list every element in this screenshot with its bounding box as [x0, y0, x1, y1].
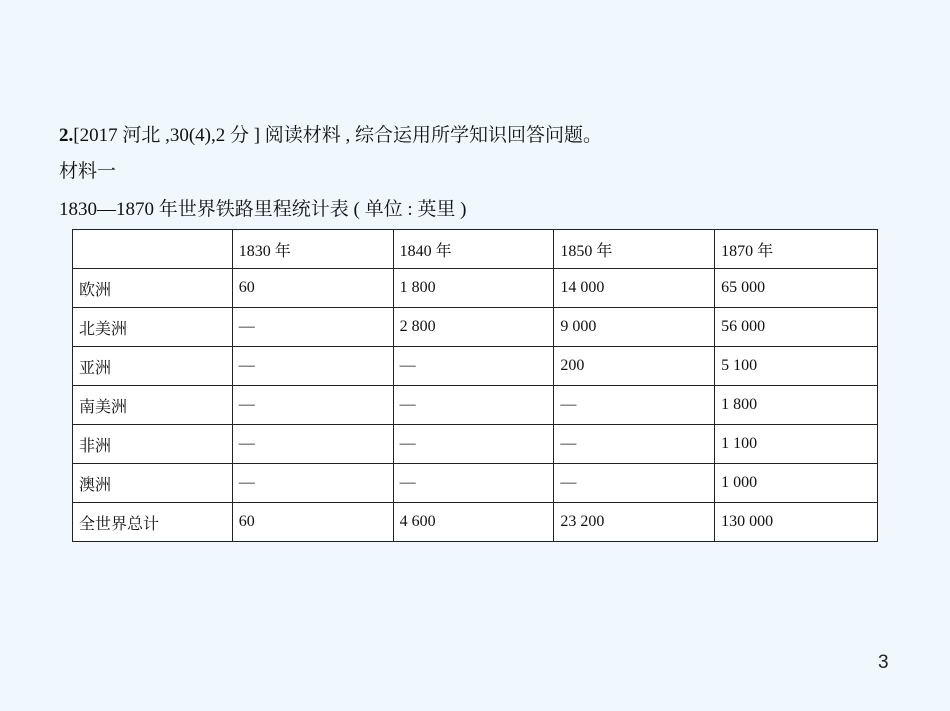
- table-cell: 1 800: [393, 269, 554, 308]
- table-cell: —: [554, 425, 715, 464]
- table-cell: 60: [232, 269, 393, 308]
- table-cell: —: [554, 386, 715, 425]
- table-cell: —: [232, 425, 393, 464]
- table-cell: 2 800: [393, 308, 554, 347]
- row-label: 南美洲: [73, 386, 233, 425]
- header-cell: 1830 年: [232, 230, 393, 269]
- table-cell: —: [232, 386, 393, 425]
- question-text: [59, 124, 602, 148]
- row-label: 澳洲: [73, 464, 233, 503]
- table-row: [73, 425, 878, 464]
- table-row: [73, 464, 878, 503]
- table-title: 1830—1870 年世界铁路里程统计表 ( 单位 : 英里 ): [59, 199, 467, 220]
- table-row: [73, 269, 878, 308]
- page-number: 3: [878, 652, 889, 673]
- table-cell: —: [393, 386, 554, 425]
- row-label: 北美洲: [73, 308, 233, 347]
- row-label: 亚洲: [73, 347, 233, 386]
- table-cell: 4 600: [393, 503, 554, 542]
- table-cell: 1 100: [715, 425, 878, 464]
- header-cell: 1870 年: [715, 230, 878, 269]
- table-cell: —: [393, 347, 554, 386]
- table-cell: —: [232, 308, 393, 347]
- table-cell: —: [232, 347, 393, 386]
- table-row-total: [73, 503, 878, 542]
- table-cell: —: [232, 464, 393, 503]
- table-cell: —: [554, 464, 715, 503]
- railway-mileage-table: [72, 229, 878, 542]
- header-cell: 1840 年: [393, 230, 554, 269]
- table-header-row: [73, 230, 878, 269]
- table-cell: 130 000: [715, 503, 878, 542]
- table-row: [73, 308, 878, 347]
- table-cell: 1 000: [715, 464, 878, 503]
- table-cell: 9 000: [554, 308, 715, 347]
- table-cell: —: [393, 425, 554, 464]
- table-cell: 56 000: [715, 308, 878, 347]
- table-row: [73, 347, 878, 386]
- row-label: 全世界总计: [73, 503, 233, 542]
- table-cell: 23 200: [554, 503, 715, 542]
- table-cell: 5 100: [715, 347, 878, 386]
- material-label: 材料一: [59, 161, 117, 182]
- table-row: [73, 386, 878, 425]
- header-cell: [73, 230, 233, 269]
- row-label: 非洲: [73, 425, 233, 464]
- table-cell: —: [393, 464, 554, 503]
- question-number: 2.: [59, 125, 74, 146]
- table-cell: 1 800: [715, 386, 878, 425]
- question-body: [2017 河北 ,30(4),2 分 ] 阅读材料 , 综合运用所学知识回答问题。: [73, 125, 603, 146]
- table-cell: 65 000: [715, 269, 878, 308]
- header-cell: 1850 年: [554, 230, 715, 269]
- row-label: 欧洲: [73, 269, 233, 308]
- table-cell: 14 000: [554, 269, 715, 308]
- table-cell: 200: [554, 347, 715, 386]
- table-cell: 60: [232, 503, 393, 542]
